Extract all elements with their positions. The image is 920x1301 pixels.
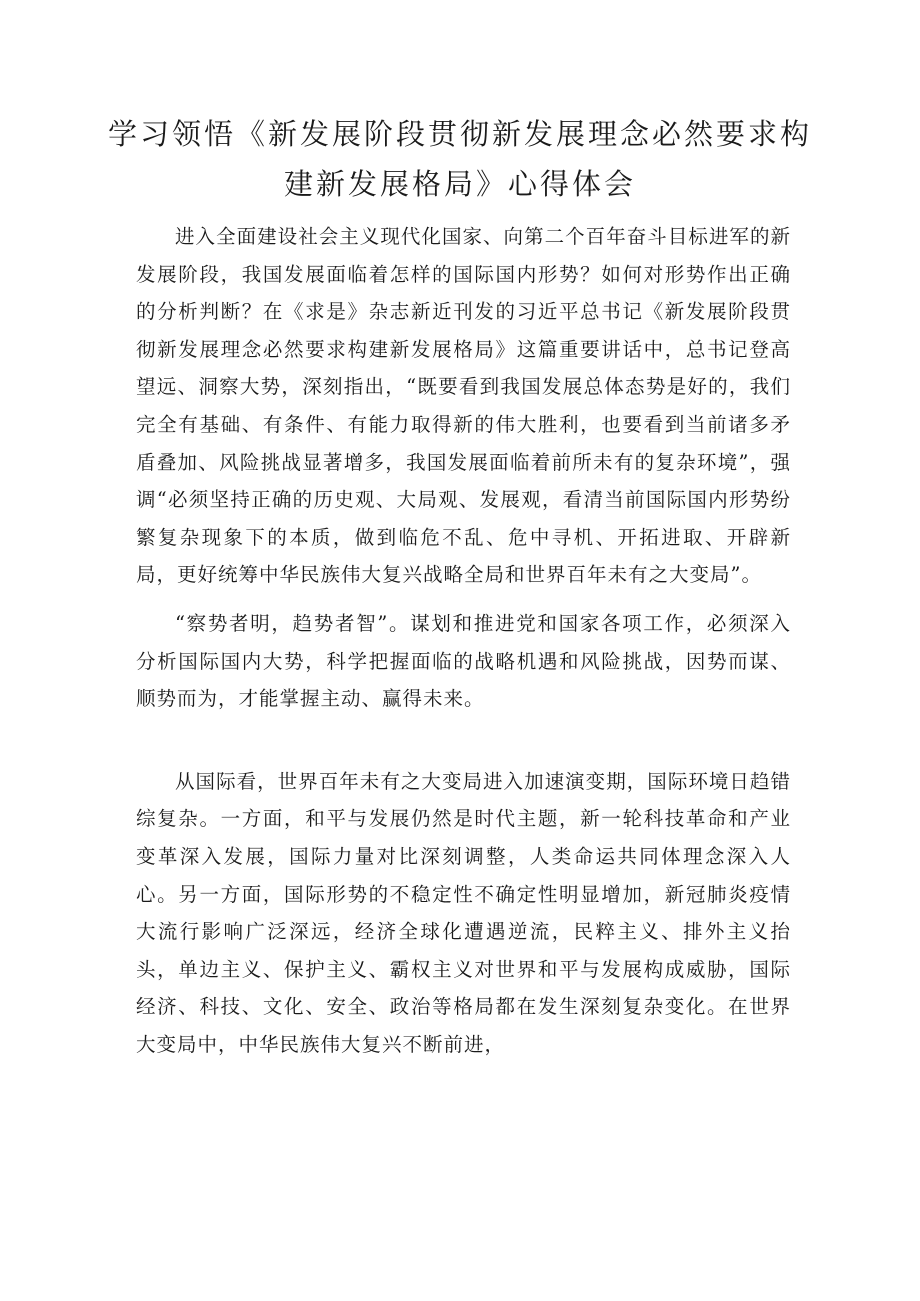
paragraph-3: 从国际看，世界百年未有之大变局进入加速演变期，国际环境日趋错综复杂。一方面，和平与发展仍然是时代主题，新一轮科技革命和产业变革深入发展，国际力量对比深刻调整，人类命运共同体理念深入人心。另一方面，国际形势的不稳定性不确定性明显增加，新冠肺炎疫情大流行影响广泛深远，经济全球化遭遇逆流，民粹主义、排外主义抬头，单边主义、保护主义、霸权主义对世界和平与发展构成威胁，国际经济、科技、文化、安全、政治等格局都在发生深刻复杂变化。在世界大变局中，中华民族伟大复兴不断前进， <box>136 769 791 1056</box>
document-title-line-1: 学习领悟《新发展阶段贯彻新发展理念必然要求构 <box>107 117 812 151</box>
paragraph-1: 进入全面建设社会主义现代化国家、向第二个百年奋斗目标进军的新发展阶段，我国发展面临着怎样的国际国内形势？如何对形势作出正确的分析判断？在《求是》杂志新近刊发的习近平总书记《新发展阶段贯彻新发展理念必然要求构建新发展格局》这篇重要讲话中，总书记登高望远、洞察大势，深刻指出，“既要看到我国发展总体态势是好的，我们完全有基础、有条件、有能力取得新的伟大胜利，也要看到当前诸多矛盾叠加、风险挑战显著增多，我国发展面临着前所未有的复杂环境”，强调“必须坚持正确的历史观、大局观、发展观，看清当前国际国内形势纷繁复杂现象下的本质，做到临危不乱、危中寻机、开拓进取、开辟新局，更好统筹中华民族伟大复兴战略全局和世界百年未有之大变局”。 <box>136 225 791 587</box>
paragraph-2: “察势者明，趋势者智”。谋划和推进党和国家各项工作，必须深入分析国际国内大势，科学把握面临的战略机遇和风险挑战，因势而谋、顺势而为，才能掌握主动、赢得未来。 <box>136 611 791 711</box>
document-body <box>136 218 791 1063</box>
document-title-line-2: 建新发展格局》心得体会 <box>283 167 636 201</box>
